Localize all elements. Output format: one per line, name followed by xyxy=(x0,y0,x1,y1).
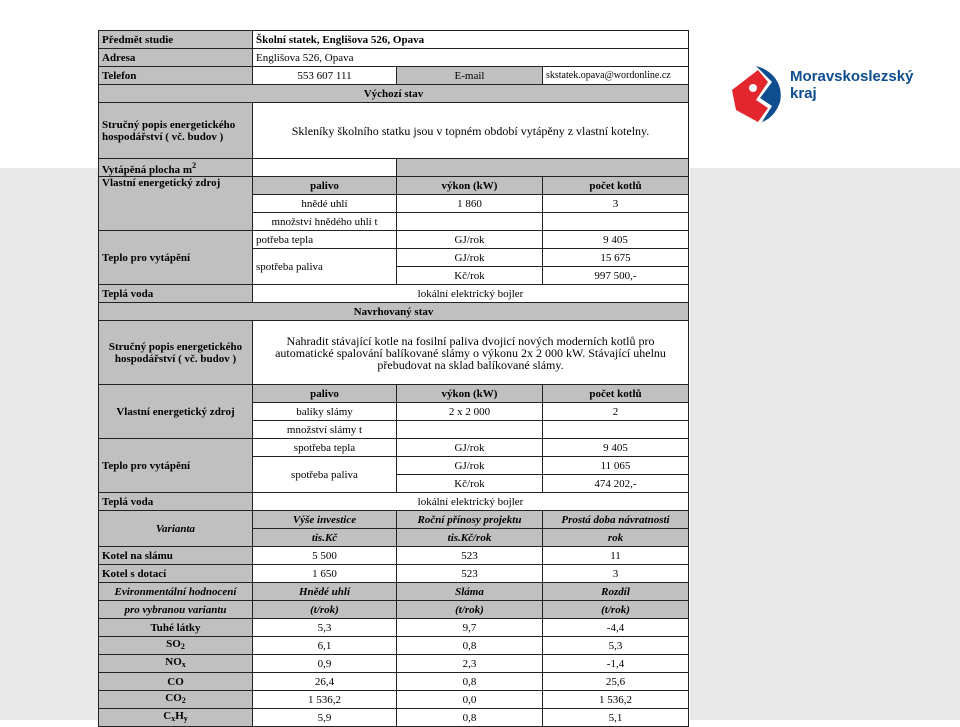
subject-label: Předmět studie xyxy=(99,31,253,49)
proposed-col-fuel: palivo xyxy=(253,385,397,403)
current-power: 1 860 xyxy=(397,195,543,213)
logo-text xyxy=(790,68,913,102)
proposed-fuel-use-unit-1: GJ/rok xyxy=(397,457,543,475)
proposed-fuel: balíky slámy xyxy=(253,403,397,421)
current-fuel-use-value-1: 15 675 xyxy=(543,249,689,267)
proposed-desc-label: Stručný popis energetického hospodářství ( vč. budov ) xyxy=(99,321,253,385)
current-desc-text: Skleníky školního statku jsou v topném období vytápěny z vlastní kotelny. xyxy=(253,103,689,159)
current-heat-need-value: 9 405 xyxy=(543,231,689,249)
logo-line-1: Moravskoslezský xyxy=(790,68,914,85)
current-source-label: Vlastní energetický zdroj xyxy=(99,177,253,231)
pollutant-name: $CO_2$ xyxy=(99,691,253,709)
proposed-col-power: výkon (kW) xyxy=(397,385,543,403)
proposed-fuel-use-unit-2: Kč/rok xyxy=(397,475,543,493)
variant-unit-benefits: tis.Kč/rok xyxy=(397,529,543,547)
variant-row xyxy=(99,565,689,583)
proposed-heat-label: Teplo pro vytápění xyxy=(99,439,253,493)
variant-col-investment: Výše investice xyxy=(253,511,397,529)
env-straw-value: 0,0 xyxy=(397,691,543,709)
variant-unit-investment: tis.Kč xyxy=(253,529,397,547)
env-diff-value: 1 536,2 xyxy=(543,691,689,709)
proposed-source-label: Vlastní energetický zdroj xyxy=(99,385,253,439)
pollutant-name: $NO_x$ xyxy=(99,655,253,673)
proposed-fuel-use-value-1: 11 065 xyxy=(543,457,689,475)
current-col-power: výkon (kW) xyxy=(397,177,543,195)
pollutant-name: Tuhé látky xyxy=(99,619,253,637)
address-value: Englišova 526, Opava xyxy=(253,49,689,67)
variant-investment: 5 500 xyxy=(253,547,397,565)
proposed-boilers: 2 xyxy=(543,403,689,421)
pollutant-name: $C_xH_y$ xyxy=(99,709,253,727)
current-boilers: 3 xyxy=(543,195,689,213)
env-row xyxy=(99,637,689,655)
email-label: E-mail xyxy=(397,67,543,85)
env-row xyxy=(99,619,689,637)
current-heat-label: Teplo pro vytápění xyxy=(99,231,253,285)
env-coal-value: 1 536,2 xyxy=(253,691,397,709)
env-row xyxy=(99,655,689,673)
current-col-boilers: počet kotlů xyxy=(543,177,689,195)
phone-label: Telefon xyxy=(99,67,253,85)
proposed-hot-water-label: Teplá voda xyxy=(99,493,253,511)
env-row xyxy=(99,691,689,709)
study-table xyxy=(98,30,689,727)
study-document xyxy=(98,30,690,724)
heated-area-value xyxy=(253,159,397,177)
env-straw-value: 0,8 xyxy=(397,709,543,727)
env-label-1: Evironmentální hodnocení xyxy=(99,583,253,601)
email-value: skstatek.opava@wordonline.cz xyxy=(543,67,689,85)
proposed-desc-text: Nahradit stávající kotle na fosilní paliva dvojicí nových moderních kotlů pro automatické spalování balíkované slámy o výkonu 2x 2 000 kW. Stávající uhelnu přebudovat na sklad balíkované slámy. xyxy=(253,321,689,385)
proposed-heat-need-unit: GJ/rok xyxy=(397,439,543,457)
variant-name: Kotel s dotací xyxy=(99,565,253,583)
env-unit-coal: (t/rok) xyxy=(253,601,397,619)
region-logo xyxy=(728,60,928,130)
variant-unit-payback: rok xyxy=(543,529,689,547)
current-heat-need: potřeba tepla xyxy=(253,231,397,249)
env-straw-value: 0,8 xyxy=(397,637,543,655)
env-coal-value: 0,9 xyxy=(253,655,397,673)
current-col-fuel: palivo xyxy=(253,177,397,195)
variant-benefits: 523 xyxy=(397,565,543,583)
heated-area-filler xyxy=(397,159,689,177)
current-amount-label: množství hnědého uhlí t xyxy=(253,213,397,231)
env-straw-value: 9,7 xyxy=(397,619,543,637)
proposed-heat-need: spotřeba tepla xyxy=(253,439,397,457)
env-straw-value: 2,3 xyxy=(397,655,543,673)
env-coal-value: 6,1 xyxy=(253,637,397,655)
proposed-heat-need-value: 9 405 xyxy=(543,439,689,457)
env-label-2: pro vybranou variantu xyxy=(99,601,253,619)
variant-row xyxy=(99,547,689,565)
env-diff-value: 5,3 xyxy=(543,637,689,655)
proposed-hot-water-value: lokální elektrický bojler xyxy=(253,493,689,511)
pollutant-name: CO xyxy=(99,673,253,691)
proposed-amount-label: množství slámy t xyxy=(253,421,397,439)
variant-payback: 3 xyxy=(543,565,689,583)
variant-name: Kotel na slámu xyxy=(99,547,253,565)
variant-label: Varianta xyxy=(99,511,253,547)
env-row xyxy=(99,709,689,727)
current-state-title: Výchozí stav xyxy=(99,85,689,103)
pollutant-name: $SO_2$ xyxy=(99,637,253,655)
env-coal-value: 5,3 xyxy=(253,619,397,637)
current-fuel-use-unit-1: GJ/rok xyxy=(397,249,543,267)
env-diff-value: -1,4 xyxy=(543,655,689,673)
proposed-power: 2 x 2 000 xyxy=(397,403,543,421)
env-coal-value: 26,4 xyxy=(253,673,397,691)
variant-col-benefits: Roční přínosy projektu xyxy=(397,511,543,529)
heated-area-sup: 2 xyxy=(192,160,197,170)
current-hot-water-value: lokální elektrický bojler xyxy=(253,285,689,303)
current-fuel-use: spotřeba paliva xyxy=(253,249,397,285)
variant-benefits: 523 xyxy=(397,547,543,565)
current-amount-value xyxy=(397,213,543,231)
env-diff-value: 25,6 xyxy=(543,673,689,691)
variant-payback: 11 xyxy=(543,547,689,565)
env-col-coal: Hnědé uhlí xyxy=(253,583,397,601)
current-amount-filler xyxy=(543,213,689,231)
variant-investment: 1 650 xyxy=(253,565,397,583)
subject-value: Školní statek, Englišova 526, Opava xyxy=(253,31,689,49)
current-heat-need-unit: GJ/rok xyxy=(397,231,543,249)
env-row xyxy=(99,673,689,691)
env-unit-straw: (t/rok) xyxy=(397,601,543,619)
current-hot-water-label: Teplá voda xyxy=(99,285,253,303)
heated-area-label-text: Vytápěná plocha m xyxy=(102,163,193,176)
region-emblem-icon xyxy=(728,60,788,130)
env-coal-value: 5,9 xyxy=(253,709,397,727)
env-col-straw: Sláma xyxy=(397,583,543,601)
current-fuel: hnědé uhlí xyxy=(253,195,397,213)
variant-col-payback: Prostá doba návratnosti xyxy=(543,511,689,529)
env-diff-value: -4,4 xyxy=(543,619,689,637)
logo-line-2: kraj xyxy=(790,85,817,102)
proposed-state-title: Navrhovaný stav xyxy=(99,303,689,321)
heated-area-label xyxy=(99,159,253,177)
env-diff-value: 5,1 xyxy=(543,709,689,727)
env-unit-diff: (t/rok) xyxy=(543,601,689,619)
proposed-fuel-use: spotřeba paliva xyxy=(253,457,397,493)
env-straw-value: 0,8 xyxy=(397,673,543,691)
current-desc-label: Stručný popis energetického hospodářství ( vč. budov ) xyxy=(99,103,253,159)
env-col-diff: Rozdíl xyxy=(543,583,689,601)
proposed-amount-value xyxy=(397,421,543,439)
proposed-col-boilers: počet kotlů xyxy=(543,385,689,403)
address-label: Adresa xyxy=(99,49,253,67)
current-fuel-use-unit-2: Kč/rok xyxy=(397,267,543,285)
proposed-fuel-use-value-2: 474 202,- xyxy=(543,475,689,493)
current-fuel-use-value-2: 997 500,- xyxy=(543,267,689,285)
phone-value: 553 607 111 xyxy=(253,67,397,85)
proposed-amount-filler xyxy=(543,421,689,439)
